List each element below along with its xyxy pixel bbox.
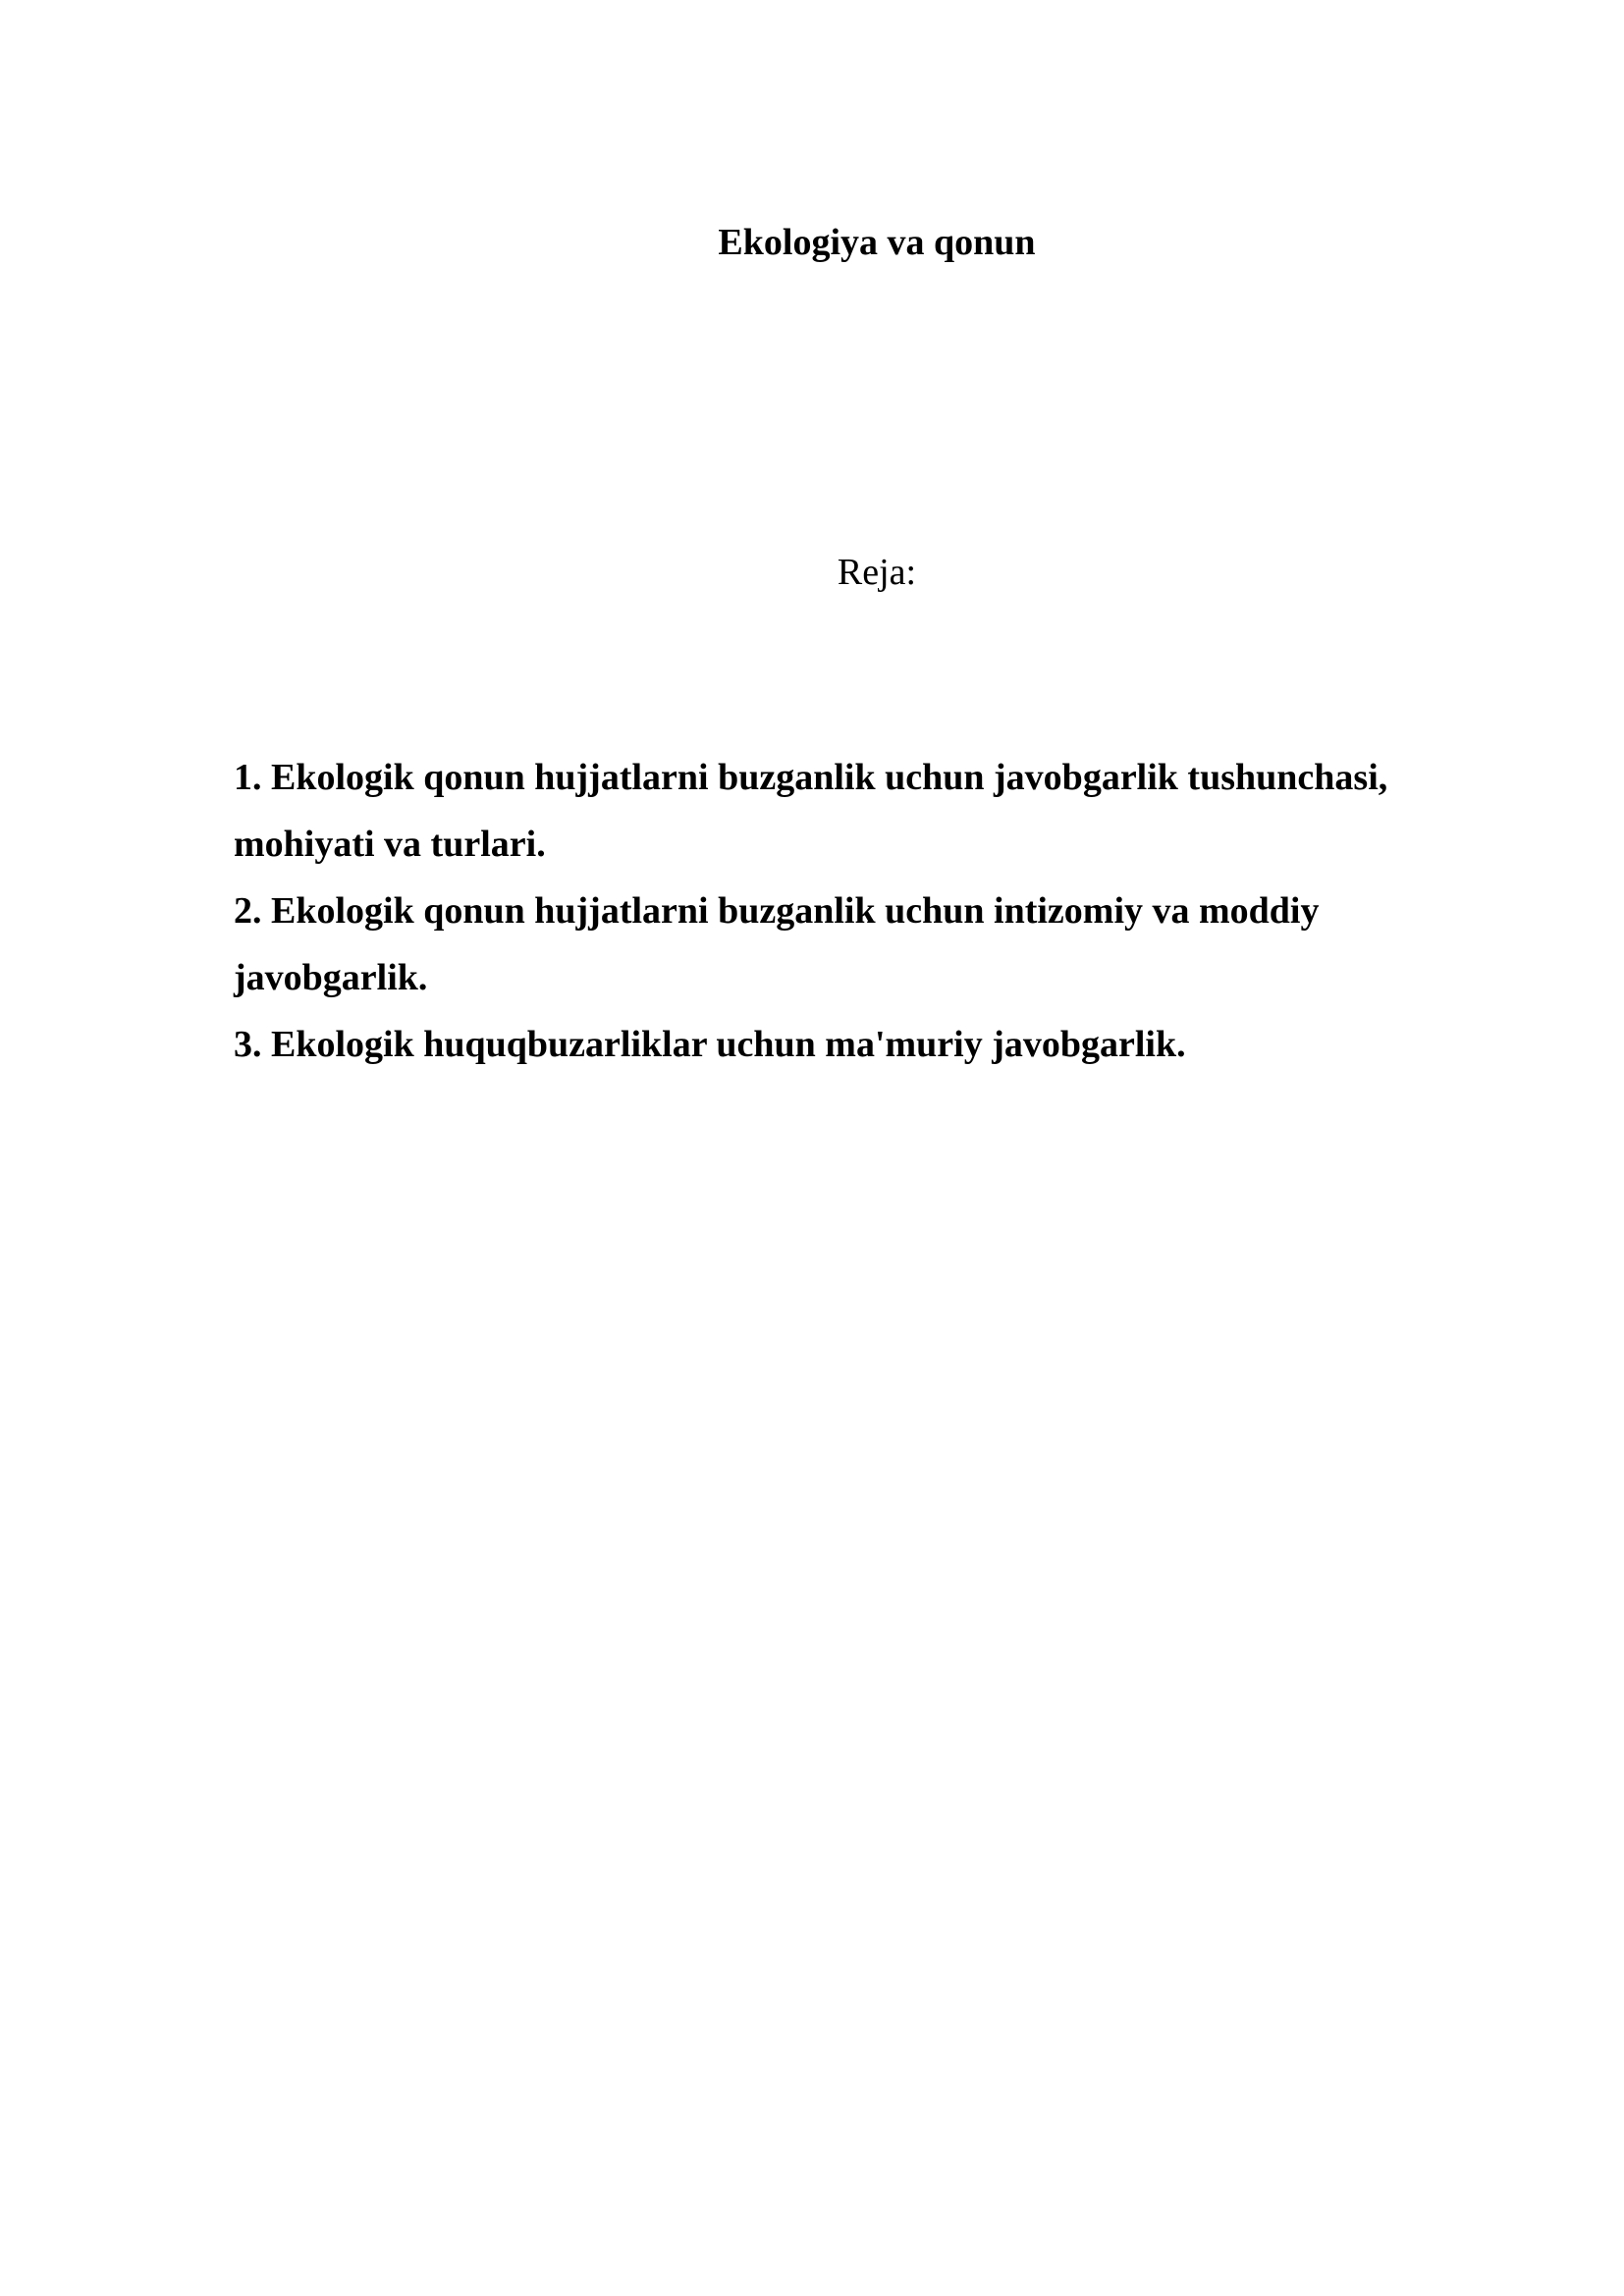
plan-list — [234, 744, 1461, 1078]
plan-item-2: 2. Ekologik qonun hujjatlarni buzganlik uchun intizomiy va moddiy javobgarlik. — [234, 890, 1320, 998]
plan-item-3: 3. Ekologik huquqbuzarliklar uchun ma'muriy javobgarlik. — [234, 1024, 1186, 1065]
plan-item-1: 1. Ekologik qonun hujjatlarni buzganlik uchun javobgarlik tushunchasi, mohiyati va turlari. — [234, 757, 1388, 865]
plan-heading: Reja: — [837, 552, 917, 593]
document-title: Ekologiya va qonun — [718, 222, 1036, 263]
